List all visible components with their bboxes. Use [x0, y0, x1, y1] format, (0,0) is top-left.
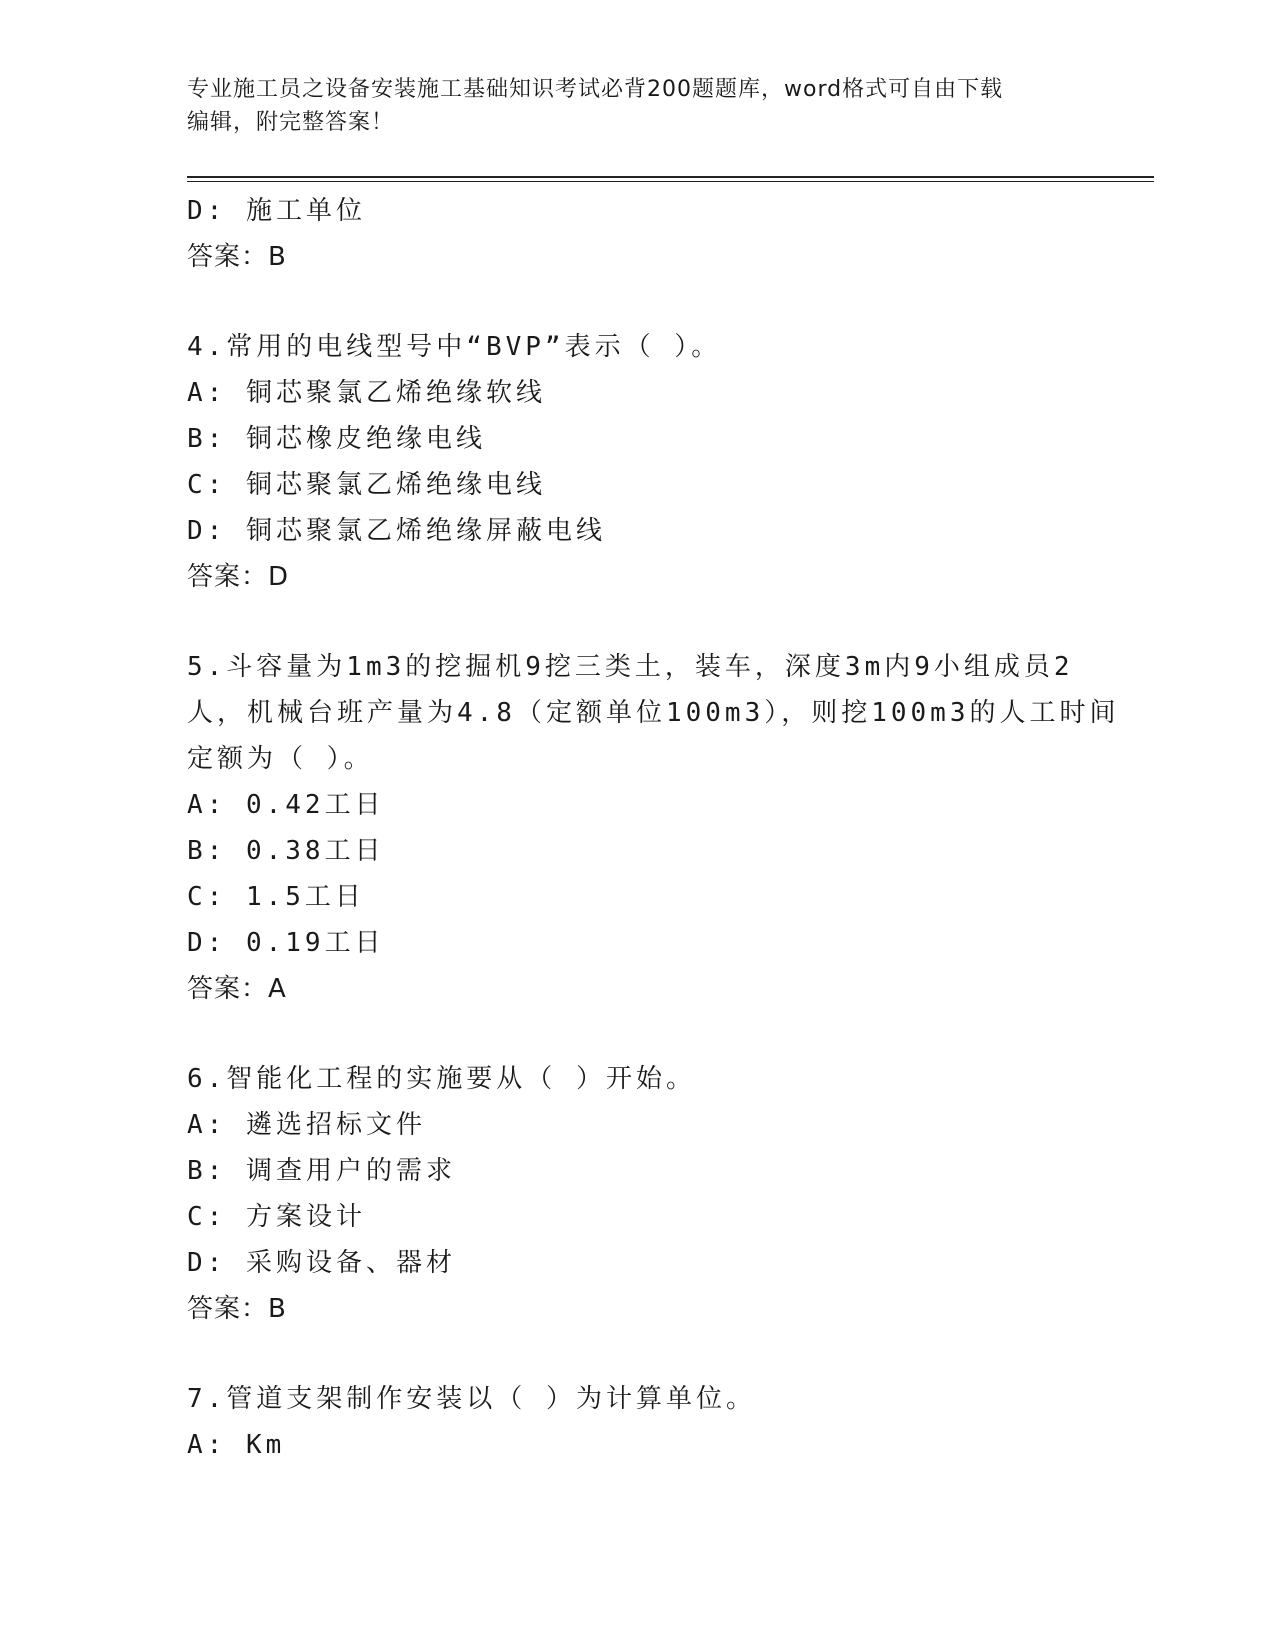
question-text-line-1: 5.斗容量为1m3的挖掘机9挖三类土，装车，深度3m内9小组成员2	[187, 652, 1074, 682]
question-5	[187, 644, 1120, 1012]
question-7	[187, 1376, 1087, 1468]
option-d: D: 0.19工日	[187, 928, 385, 958]
prev-question-answer: 答案：B	[187, 242, 287, 272]
option-b: B: 0.38工日	[187, 836, 385, 866]
question-text-line-3: 定额为（ ）。	[187, 744, 374, 774]
answer: 答案：D	[187, 562, 290, 592]
question-gap	[187, 280, 1087, 324]
option-a: A: 0.42工日	[187, 790, 385, 820]
question-gap	[187, 600, 1087, 644]
question-text: 7.管道支架制作安装以（ ）为计算单位。	[187, 1384, 756, 1414]
option-a: A: 遴选招标文件	[187, 1110, 426, 1140]
option-a: A: Km	[187, 1430, 286, 1460]
option-c: C: 铜芯聚氯乙烯绝缘电线	[187, 470, 546, 500]
header-divider-thin	[187, 181, 1154, 182]
header-divider-thick	[187, 176, 1154, 178]
question-gap	[187, 1332, 1087, 1376]
option-d: D: 采购设备、器材	[187, 1248, 456, 1278]
question-gap	[187, 1012, 1087, 1056]
header-title-line2: 编辑，附完整答案！	[187, 110, 395, 135]
option-c: C: 方案设计	[187, 1202, 366, 1232]
document-header	[187, 73, 1087, 139]
option-b: B: 铜芯橡皮绝缘电线	[187, 424, 486, 454]
question-4	[187, 324, 1087, 600]
question-text: 6.智能化工程的实施要从（ ）开始。	[187, 1064, 696, 1094]
option-a: A: 铜芯聚氯乙烯绝缘软线	[187, 378, 546, 408]
header-title-line1: 专业施工员之设备安装施工基础知识考试必背200题题库，word格式可自由下载	[187, 77, 1004, 102]
question-text: 4.常用的电线型号中“BVP”表示（ ）。	[187, 332, 722, 362]
question-6	[187, 1056, 1087, 1332]
option-c: C: 1.5工日	[187, 882, 365, 912]
option-d: D: 铜芯聚氯乙烯绝缘屏蔽电线	[187, 516, 606, 546]
document-body	[187, 188, 1120, 1468]
answer: 答案：B	[187, 1294, 287, 1324]
option-b: B: 调查用户的需求	[187, 1156, 456, 1186]
question-text-line-2: 人，机械台班产量为4.8（定额单位100m3），则挖100m3的人工时间	[187, 698, 1120, 728]
prev-question-option-d: D: 施工单位	[187, 196, 366, 226]
answer: 答案：A	[187, 974, 287, 1004]
